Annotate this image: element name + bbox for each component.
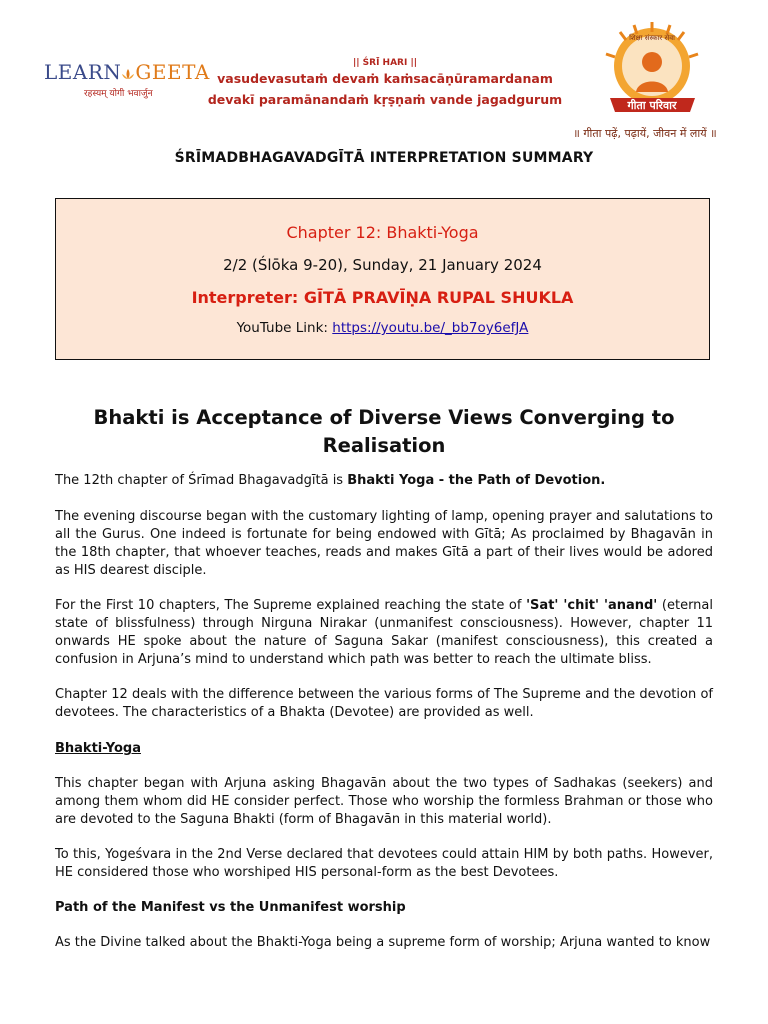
youtube-label: YouTube Link: (236, 320, 333, 336)
mantra-line-1: vasudevasutaṁ devaṁ kaṁsacāṇūramardanam (217, 71, 553, 86)
sat-chit-anand: 'Sat' 'chit' 'anand' (526, 598, 658, 613)
summary-title: ŚRĪMADBHAGAVADGĪTĀ INTERPRETATION SUMMARY (174, 150, 594, 166)
logo-arc-text: शिक्षा संस्कार सेवा (629, 34, 675, 42)
logo-banner-text: गीता परिवार (627, 99, 677, 112)
lotus-icon (121, 67, 135, 81)
intro-bold: Bhakti Yoga - the Path of Devotion. (347, 473, 606, 488)
paragraph-sadhakas: This chapter began with Arjuna asking Bhagavān about the two types of Sadhakas (seekers) and among them whom did HE consider perfect. Those who worship the formless Brahman or those who are devoted to the Saguna Bhakti (form of Bhagavān in this material world). (55, 776, 713, 827)
sri-hari-label: || ŚRĪ HARI || (352, 58, 418, 68)
paragraph-divine: As the Divine talked about the Bhakti-Yoga being a supreme form of worship; Arjuna wanted to know (55, 935, 711, 950)
header-mantra (200, 58, 570, 110)
interpreter-name: Interpreter: GĪTĀ PRAVĪṆA RUPAL SHUKLA (191, 288, 574, 307)
paragraph-chapter12: Chapter 12 deals with the difference between the various forms of The Supreme and the devotion of devotees. The characteristics of a Bhakta (Devotee) are provided as well. (55, 687, 713, 720)
section-heading-bhakti-yoga: Bhakti-Yoga (55, 741, 141, 756)
session-info-box (55, 198, 710, 360)
headline-line-1: Bhakti is Acceptance of Diverse Views Converging to (93, 406, 675, 429)
paragraph-yogesvara: To this, Yogeśvara in the 2nd Verse declared that devotees could attain HIM by both paths. However, HE considered those who worshiped HIS personal-form as the best Devotees. (55, 847, 713, 880)
paragraph-chapters: For the First 10 chapters, The Supreme explained reaching the state of 'Sat' 'chit' 'anand' (eternal state of blissfulness) through Nirguna Nirakar (unmanifest consciousness). However, chapter 11 onwards HE spoke about the nature of Saguna Sakar (manifest consciousness), this created a confusion in Arjuna’s mind to understand which path was better to reach the ultimate bliss. (55, 598, 713, 667)
gita-parivar-logo (590, 20, 715, 130)
session-meta: 2/2 (Ślōka 9-20), Sunday, 21 January 2024 (223, 256, 542, 274)
paragraph-discourse: The evening discourse began with the customary lighting of lamp, opening prayer and salutations to all the Gurus. One indeed is fortunate for being endowed with Gītā; As proclaimed by Bhagavān in the 18th chapter, that whoever teaches, reads and makes Gītā a part of their lives would be adored as HIS dearest disciple. (55, 509, 713, 578)
chapter-title: Chapter 12: Bhakti-Yoga (286, 223, 479, 242)
logo-word-learn: LEARN (44, 60, 122, 84)
logo-caption: ॥ गीता पढ़ें, पढ़ायें, जीवन में लायें ॥ (573, 127, 717, 140)
youtube-line (56, 320, 709, 336)
paragraph-intro: The 12th chapter of Śrīmad Bhagavadgītā is Bhakti Yoga - the Path of Devotion. (55, 473, 606, 488)
mantra-line-2: devakī paramānandaṁ kṛṣṇaṁ vande jagadgurum (207, 92, 563, 107)
youtube-link[interactable]: https://youtu.be/_bb7oy6efJA (332, 320, 529, 336)
section-heading-manifest: Path of the Manifest vs the Unmanifest worship (55, 900, 406, 915)
logo-word-geeta: GEETA (135, 60, 210, 84)
learngeeta-logo (44, 60, 210, 110)
logo-tagline: रहस्यम् योगी भवार्जुन (84, 89, 153, 99)
headline-line-2: Realisation (322, 434, 446, 457)
article-headline (60, 404, 708, 460)
